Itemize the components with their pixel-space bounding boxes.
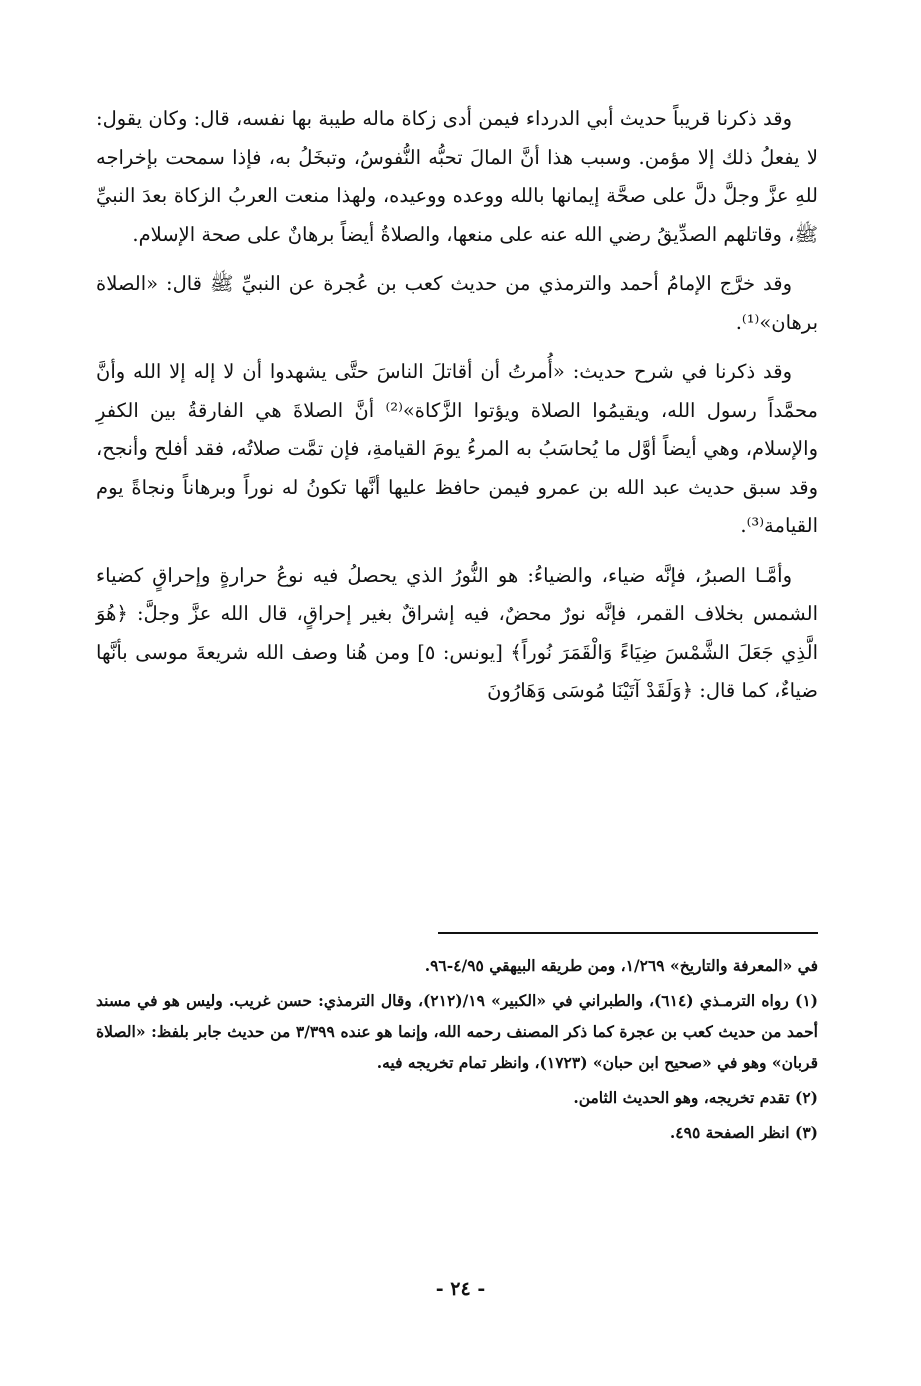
footnote-2: (٢) تقدم تخريجه، وهو الحديث الثامن.	[573, 1088, 818, 1107]
paragraph-zakat: وقد ذكرنا قريباً حديث أبي الدرداء فيمن أدى زكاة ماله طيبة بها نفسه، قال: وكان يقول: لا يفعلُ ذلك إلا مؤمن. وسبب هذا أنَّ المالَ تحبُّه النُّفوسُ، وتبخَلُ به، فإذا سمحت بإخراجه للهِ عزَّ وجلَّ دلَّ على صحَّة إيمانها بالله ووعده ووعيده، ولهذا منعت العربُ الزكاة بعدَ النبيِّ ﷺ، وقاتلهم الصدِّيقُ رضي الله عنه على منعها، والصلاةُ أيضاً برهانٌ على صحة الإسلام.	[96, 107, 818, 246]
footnote-1: (١) رواه الترمـذي (٦١٤)، والطبراني في «الكبير» ١٩/(٢١٢)، وقال الترمذي: حسن غريب. وليس هو في مسند أحمد من حديث كعب بن عجرة كما ذكر المصنف رحمه الله، وإنما هو عنده ٣/٣٩٩ من حديث جابر بلفظ: «الصلاة قربان» وهو في «صحيح ابن حبان» (١٧٢٣)، وانظر تمام تخريجه فيه.	[96, 991, 818, 1072]
page-number: - ٢٤ -	[435, 1278, 486, 1300]
footnotes	[96, 950, 818, 1152]
footnote-3: (٣) انظر الصفحة ٤٩٥.	[669, 1123, 818, 1142]
footnote-separator	[438, 932, 818, 934]
main-text	[96, 100, 818, 711]
footnote-continuation: في «المعرفة والتاريخ» ١/٢٦٩، ومن طريقه البيهقي ٤/٩٥-٩٦.	[424, 956, 818, 975]
paragraph-salat-farq: وقد ذكرنا في شرح حديث: «أُمرتُ أن أقاتلَ الناسَ حتَّى يشهدوا أن لا إله إلا الله وأنَّ محمَّداً رسول الله، ويقيمُوا الصلاة ويؤتوا الزَّكاة»⁽²⁾ أنَّ الصلاةَ هي الفارقةُ بين الكفرِ والإسلام، وهي أيضاً أوَّل ما يُحاسَبُ به المرءُ يومَ القيامةِ، فإن تمَّت صلاتُه، فقد أفلح وأنجح، وقد سبق حديث عبد الله بن عمرو فيمن حافظ عليها أنَّها تكونُ له نوراً وبرهاناً ونجاةً يوم القيامة⁽³⁾.	[96, 360, 818, 537]
paragraph-salat-burhan: وقد خرَّج الإمامُ أحمد والترمذي من حديث كعب بن عُجرة عن النبيِّ ﷺ قال: «الصلاة برهان»⁽¹⁾.	[96, 272, 818, 334]
paragraph-sabr-diya: وأمَّـا الصبرُ، فإنَّه ضياء، والضياءُ: هو النُّورُ الذي يحصلُ فيه نوعُ حرارةٍ وإحراقٍ كضياء الشمس بخلاف القمر، فإنَّه نورٌ محضٌ، فيه إشراقٌ بغير إحراقٍ، قال الله عزَّ وجلَّ: ﴿هُوَ الَّذِي جَعَلَ الشَّمْسَ ضِيَاءً وَالْقَمَرَ نُوراً﴾ [يونس: ٥] ومن هُنا وصف الله شريعةَ موسى بأنَّها ضياءٌ، كما قال: ﴿وَلَقَدْ آتَيْنَا مُوسَى وَهَارُونَ	[96, 563, 818, 702]
